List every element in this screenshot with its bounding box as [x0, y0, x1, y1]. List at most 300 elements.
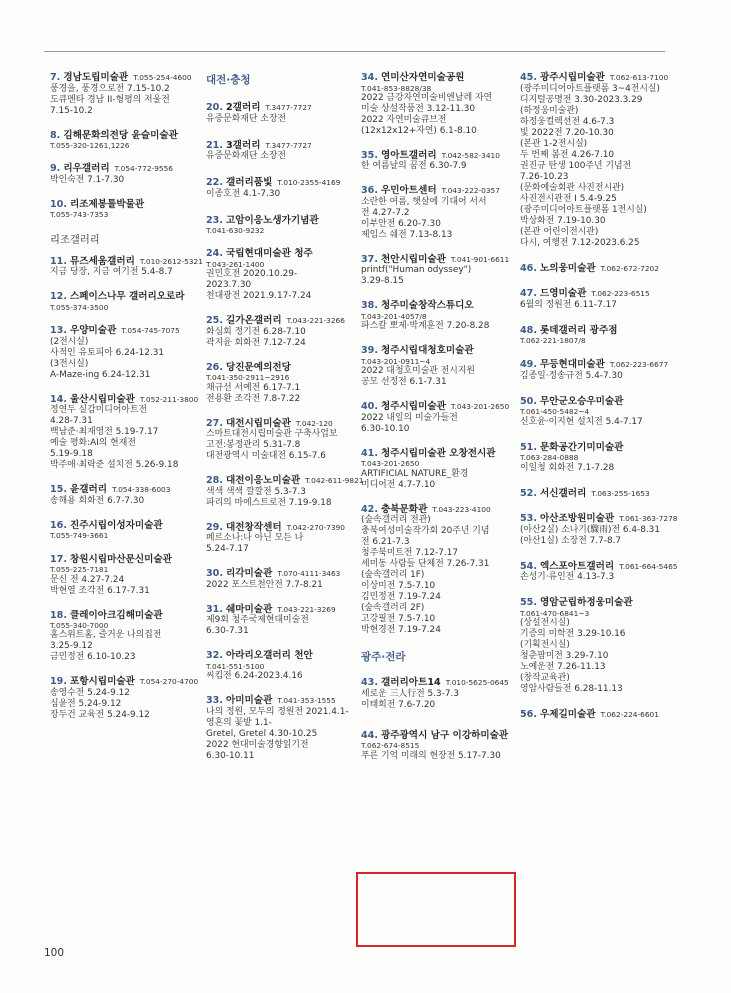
- exhibition-line: 2022 포스트천안전 7.7-8.21: [206, 579, 323, 590]
- exhibition-line: 씨킴전 6.24-2023.4.16: [206, 671, 303, 682]
- venue-number: 49.: [520, 359, 537, 371]
- exhibition-line: 푸른 기억 미래의 현장전 5.17-7.30: [361, 750, 501, 761]
- venue-name: 영아트갤러리: [381, 149, 437, 161]
- venue-heading: [206, 215, 354, 227]
- venue-phone: T.043-223-4100: [432, 504, 491, 514]
- venue-name: 울산시립미술관: [70, 393, 135, 405]
- venue-heading: [206, 248, 354, 260]
- exhibition-line: printf("Human odyssey"): [361, 265, 472, 276]
- venue-name: 갤러리품빛: [226, 177, 273, 188]
- venue-heading: [206, 522, 354, 534]
- exhibition-line: (기획전시실): [520, 640, 570, 651]
- venue-entry: [50, 291, 197, 312]
- venue-entry: [50, 255, 203, 279]
- exhibition-line: 6월의 정원전 6.11-7.17: [520, 299, 617, 310]
- exhibition-line: 스마트대전시립미술관 구축사업보: [206, 429, 338, 440]
- exhibition-line: A-Maze-ing 6.24-12.31: [50, 369, 151, 380]
- venue-name: 청주미술창작스튜디오: [381, 300, 474, 312]
- venue-number: 22.: [206, 177, 223, 188]
- venue-phone: T.055-340-7000: [50, 621, 109, 631]
- venue-phone: T.061-664-5465: [619, 561, 678, 571]
- venue-name: 롯데갤러리 광주점: [540, 324, 618, 336]
- venue-heading: [520, 709, 670, 721]
- venue-phone: T.055-749-3661: [50, 531, 109, 541]
- column-3: [361, 72, 511, 762]
- venue-name: 대전창작센터: [226, 521, 282, 533]
- exhibition-line: Gretel, Gretel 4.30-10.25: [206, 728, 318, 739]
- exhibition-line: 권진규 탄생 100주년 기념전: [520, 160, 632, 171]
- venue-heading: [520, 488, 670, 500]
- venue-heading: [50, 554, 197, 566]
- exhibition-line: 풍경을, 풍경으로전 7.15-10.2: [50, 83, 170, 94]
- venue-heading: [206, 568, 354, 580]
- region-heading: 광주·전라: [361, 651, 406, 664]
- exhibition-line: (본관 1-2전시실): [520, 138, 588, 149]
- venue-name: 클레이아크김해미술관: [70, 609, 163, 621]
- exhibition-line: (광주미디어아트플랫폼 1전시실): [520, 204, 647, 215]
- exhibition-line: (숲속갤러리 1F): [361, 570, 425, 581]
- venue-heading: [520, 513, 678, 525]
- exhibition-line: 곽지윤 회화전 7.12-7.24: [206, 337, 306, 348]
- venue-name: 아산조방원미술관: [540, 513, 615, 525]
- exhibition-line: 2022 현대미술경향읽기전: [206, 739, 309, 750]
- venue-heading: [361, 150, 511, 162]
- exhibition-line: 세로운 三人行전 5.3-7.3: [361, 688, 459, 699]
- venue-name: 광주시립미술관: [540, 72, 605, 83]
- venue-entry: [206, 695, 354, 762]
- column-1: [50, 72, 203, 721]
- exhibition-line: 하정웅컬렉션전 4.6-7.3: [520, 116, 615, 127]
- venue-heading: [50, 484, 197, 496]
- venue-heading: [206, 140, 354, 152]
- venue-entry: [361, 401, 511, 435]
- venue-phone: T.062-613-7100: [609, 73, 669, 82]
- exhibition-line: 사적인 유토피아 6.24-12.31: [50, 347, 165, 358]
- exhibition-line: 송영수전 5.24-9.12: [50, 687, 130, 698]
- venue-name: 무안군오승우미술관: [540, 395, 624, 407]
- venue-phone: T.043-261-1400: [206, 259, 265, 269]
- venue-name: 연미산자연미술공원: [381, 72, 465, 83]
- exhibition-line: 이부안전 6.20-7.30: [361, 218, 441, 229]
- venue-name: 우제길미술관: [540, 709, 596, 721]
- exhibition-line: 3.29-8.15: [361, 276, 404, 287]
- venue-number: 13.: [50, 325, 67, 337]
- exhibition-line: 2022 금강자연미술비엔날레 자연: [361, 92, 493, 103]
- exhibition-line: 박현경전 7.19-7.24: [361, 625, 441, 636]
- venue-number: 9.: [50, 163, 61, 175]
- venue-number: 32.: [206, 650, 223, 662]
- exhibition-line: 디지털공명전 3.30-2023.3.29: [520, 94, 643, 105]
- venue-heading: [361, 345, 511, 357]
- exhibition-line: 2023.7.30: [206, 280, 252, 291]
- venue-number: 30.: [206, 568, 223, 580]
- venue-phone: T.010-2612-5321: [139, 256, 203, 266]
- venue-heading: [206, 650, 354, 662]
- venue-heading: [50, 163, 197, 175]
- column-2: [206, 72, 364, 762]
- exhibition-line: 천대광전 2021.9.17-7.24: [206, 291, 312, 302]
- venue-number: 27.: [206, 417, 223, 429]
- venue-name: 윤갤러리: [70, 484, 108, 496]
- venue-heading: [520, 442, 670, 454]
- exhibition-line: (상설전시실): [520, 618, 570, 629]
- exhibition-line: 세미동 사람들 단체전 7.26-7.31: [361, 559, 490, 570]
- exhibition-line: 노예운전 7.26-11.13: [520, 662, 606, 673]
- venue-name: 김해문화의전당 윤슬미술관: [63, 129, 178, 141]
- venue-number: 24.: [206, 248, 223, 260]
- venue-heading: [520, 325, 670, 337]
- venue-phone: T.041-551-5100: [206, 661, 265, 671]
- venue-phone: T.041-630-9232: [206, 226, 265, 235]
- venue-heading: [361, 72, 511, 84]
- venue-entry: [206, 362, 354, 405]
- venue-number: 19.: [50, 676, 67, 688]
- exhibition-line: (창작교육관): [520, 673, 570, 684]
- venue-phone: T.010-2355-4169: [277, 178, 341, 187]
- venue-name: 문화공간기미미술관: [540, 441, 624, 453]
- exhibition-line: 신호윤·이지현 설치전 5.4-7.17: [520, 416, 643, 427]
- venue-name: 무등현대미술관: [540, 359, 605, 371]
- venue-number: 50.: [520, 395, 537, 407]
- venue-heading: [520, 396, 670, 408]
- venue-phone: T.043-221-3266: [286, 316, 345, 326]
- exhibition-line: 정연두 실감미디어아트전: [50, 405, 148, 416]
- exhibition-line: 제9회 청주국제현대미술전: [206, 615, 309, 626]
- venue-number: 7.: [50, 72, 61, 83]
- exhibition-line: 7.15-10.2: [50, 105, 93, 116]
- venue-phone: T.043-221-3269: [277, 604, 336, 614]
- venue-phone: T.043-201-0911~4: [361, 356, 431, 366]
- venue-heading: [361, 504, 511, 516]
- venue-name: 천안시립미술관: [381, 253, 446, 265]
- exhibition-line: 박상화전 7.19-10.30: [520, 215, 606, 226]
- venue-phone: T.054-270-4700: [139, 677, 199, 687]
- venue-number: 36.: [361, 185, 378, 197]
- exhibition-line: (숲속갤러리 2F): [361, 603, 425, 614]
- exhibition-line: 송해용 회화전 6.7-7.30: [50, 495, 145, 506]
- venue-phone: T.055-254-4600: [133, 73, 192, 82]
- venue-heading: [50, 676, 197, 688]
- exhibition-line: 이태희전 7.6-7.20: [361, 699, 436, 710]
- venue-phone: T.043-222-0357: [441, 186, 500, 196]
- venue-phone: T.055-374-3500: [50, 302, 109, 312]
- venue-number: 54.: [520, 560, 537, 572]
- venue-number: 35.: [361, 149, 378, 161]
- exhibition-line: 청춘팝미전 3.29-7.10: [520, 651, 609, 662]
- exhibition-line: 유중문화재단 소장전: [206, 151, 286, 161]
- exhibition-line: 파스칼 뽀제·박계훈전 7.20-8.28: [361, 321, 490, 332]
- column-4: [520, 72, 678, 721]
- exhibition-line: (아산2실) 소나기(驟雨)전 6.4-8.31: [520, 524, 660, 535]
- exhibition-line: 박주애·최락준 설치전 5.26-9.18: [50, 460, 179, 471]
- venue-number: 31.: [206, 603, 223, 615]
- venue-entry: [361, 72, 511, 137]
- top-rule: [44, 51, 665, 52]
- venue-number: 18.: [50, 609, 67, 621]
- venue-heading: [520, 560, 678, 573]
- exhibition-line: (12x12x12+자연) 6.1-8.10: [361, 125, 477, 136]
- exhibition-line: 한 여름날의 꿈전 6.30-7.9: [361, 161, 467, 172]
- venue-heading: [361, 300, 511, 312]
- venue-heading: [206, 418, 354, 430]
- venue-heading: [361, 185, 511, 197]
- venue-number: 51.: [520, 441, 537, 453]
- venue-entry: [520, 72, 670, 249]
- exhibition-line: 두 번째 봄전 4.26-7.10: [520, 149, 615, 160]
- venue-number: 42.: [361, 503, 378, 515]
- venue-heading: [50, 255, 203, 268]
- venue-entry: [520, 442, 670, 474]
- venue-name: 뮤즈세움갤러리: [70, 255, 135, 267]
- venue-name: 리조제봉틀박물관: [70, 198, 145, 210]
- venue-name: 포항시립미술관: [70, 676, 135, 688]
- venue-entry: [206, 102, 354, 125]
- venue-entry: [361, 504, 511, 637]
- venue-phone: T.054-745-7075: [121, 326, 180, 336]
- venue-number: 53.: [520, 513, 537, 525]
- exhibition-line: (문화예술회관 사진전시관): [520, 182, 625, 193]
- venue-entry: [206, 604, 354, 638]
- page-number: 100: [44, 947, 65, 959]
- venue-heading: [206, 695, 354, 707]
- exhibition-line: 화심회 정기전 6.28-7.10: [206, 326, 306, 337]
- venue-name: 영암군립하정웅미술관: [540, 597, 633, 609]
- exhibition-line: 홈스위트홈, 즐거운 나의집전: [50, 630, 162, 641]
- venue-number: 25.: [206, 315, 223, 327]
- exhibition-line: 미술 상설작품전 3.12-11.30: [361, 103, 476, 114]
- exhibition-line: 대전광역시 미술대전 6.15-7.6: [206, 451, 326, 462]
- venue-phone: T.055-225-7181: [50, 565, 109, 575]
- venue-heading: [520, 288, 670, 300]
- venue-name: 청주시립대청호미술관: [381, 345, 474, 357]
- exhibition-line: 박인숙전 7.1-7.30: [50, 174, 125, 185]
- venue-heading: [206, 604, 354, 616]
- venue-entry: [520, 560, 678, 584]
- venue-name: 진주시립이성자미술관: [70, 519, 163, 531]
- exhibition-line: 백남준·최재영전 5.19-7.17: [50, 427, 159, 438]
- venue-entry: [206, 177, 354, 200]
- venue-entry: [50, 325, 197, 381]
- venue-heading: [50, 199, 197, 211]
- exhibition-line: 김종일·정송규전 5.4-7.30: [520, 370, 623, 381]
- venue-number: 20.: [206, 102, 223, 113]
- exhibition-line: (아산1실) 소장전 7.7-8.7: [520, 535, 622, 546]
- venue-number: 17.: [50, 553, 67, 565]
- exhibition-line: 6.30-10.11: [206, 750, 255, 761]
- exhibition-line: 7.26-10.23: [520, 171, 569, 182]
- exhibition-line: 미디어전 4.7-7.10: [361, 479, 436, 490]
- venue-entry: [520, 488, 670, 500]
- venue-entry: [50, 484, 197, 507]
- exhibition-line: 심윤전 5.24-9.12: [50, 698, 122, 709]
- venue-number: 29.: [206, 521, 223, 533]
- sub-venue-heading: 리조갤러리: [50, 233, 100, 246]
- venue-entry: [50, 199, 197, 220]
- venue-name: 청주시립미술관: [381, 401, 446, 413]
- venue-number: 16.: [50, 519, 67, 531]
- venue-phone: T.043-201-4057/8: [361, 311, 427, 321]
- venue-phone: T.054-338-6003: [112, 485, 171, 495]
- venue-phone: T.043-201-2650: [361, 459, 420, 469]
- exhibition-line: 5.19-9.18: [50, 449, 93, 460]
- exhibition-line: (본관 어린이전시관): [520, 226, 599, 237]
- exhibition-line: 고전:봉정관리 5.31-7.8: [206, 440, 301, 451]
- exhibition-line: 제임스 쉐전 7.13-8.13: [361, 229, 453, 240]
- exhibition-line: 김민정전 7.19-7.24: [361, 592, 441, 603]
- venue-entry: [206, 418, 354, 463]
- exhibition-line: 소란한 여름, 햇살에 기대어 서서: [361, 196, 487, 207]
- venue-name: 우민아트센터: [381, 185, 437, 197]
- venue-number: 37.: [361, 253, 378, 265]
- venue-number: 38.: [361, 300, 378, 312]
- exhibition-line: 4.28-7.31: [50, 416, 93, 427]
- venue-phone: T.052-211-3800: [139, 394, 199, 404]
- venue-phone: T.054-772-9556: [114, 164, 174, 174]
- exhibition-line: 금민정전 6.10-10.23: [50, 652, 136, 663]
- venue-phone: T.063-284-0888: [520, 453, 579, 463]
- venue-name: 아라리오갤러리 천안: [226, 650, 313, 662]
- exhibition-line: 충북여성미술작가회 20주년 기념: [361, 526, 490, 537]
- venue-entry: [520, 513, 678, 547]
- exhibition-line: 다시, 여행전 7.12-2023.6.25: [520, 237, 640, 248]
- exhibition-line: (하정웅미술관): [520, 105, 579, 116]
- exhibition-line: 청주북미트전 7.12-7.17: [361, 548, 458, 559]
- venue-phone: T.062-223-6515: [591, 289, 650, 298]
- exhibition-line: 색색 색색 깔깔전 5.3-7.3: [206, 486, 306, 497]
- exhibition-line: 지금 당장, 지금 여기전 5.4-8.7: [50, 267, 173, 278]
- venue-number: 12.: [50, 291, 67, 303]
- venue-number: 34.: [361, 72, 378, 83]
- venue-phone: T.062-672-7202: [600, 263, 659, 273]
- exhibition-line: 2022 자연미술큐브전: [361, 114, 447, 125]
- venue-heading: [206, 475, 364, 487]
- venue-entry: [361, 254, 511, 288]
- venue-heading: [206, 362, 354, 374]
- venue-phone: T.062-223-6677: [609, 360, 669, 370]
- exhibition-line: (광주미디어아트플랫폼 3~4전시실): [520, 83, 660, 94]
- venue-number: 52.: [520, 487, 537, 499]
- exhibition-line: (숲속갤러리 전관): [361, 515, 431, 526]
- venue-phone: T.041-350-2911~2916: [206, 373, 290, 383]
- venue-heading: [50, 394, 197, 406]
- venue-name: 드영미술관: [540, 288, 587, 299]
- exhibition-line: 빛 2022전 7.20-10.30: [520, 127, 614, 138]
- venue-entry: [50, 676, 197, 721]
- venue-phone: T.055-743-7353: [50, 210, 109, 220]
- venue-name: 광주광역시 남구 이강하미술관: [381, 729, 509, 741]
- venue-phone: T.3477-7727: [265, 103, 312, 112]
- exhibition-line: 사진전시관전 I 5.4-9.25: [520, 193, 617, 204]
- venue-number: 11.: [50, 255, 67, 267]
- venue-name: 리우갤러리: [63, 163, 110, 175]
- venue-number: 41.: [361, 447, 378, 459]
- venue-phone: T.061-363-7278: [619, 514, 678, 524]
- exhibition-line: 전 6.21-7.3: [361, 537, 410, 548]
- venue-heading: [361, 677, 511, 689]
- exhibition-line: 5.24-7.17: [206, 544, 249, 555]
- venue-name: 대전시립미술관: [226, 417, 291, 429]
- venue-name: 청주시립미술관 오창전시관: [381, 447, 496, 459]
- venue-number: 21.: [206, 139, 223, 151]
- exhibition-line: 손성기·류인전 4.13-7.3: [520, 572, 615, 583]
- venue-number: 56.: [520, 709, 537, 721]
- venue-name: 경남도립미술관: [63, 72, 129, 83]
- venue-heading: [361, 448, 511, 460]
- exhibition-line: 2022 대청호미술관 전시지원: [361, 366, 475, 377]
- venue-number: 33.: [206, 695, 223, 707]
- exhibition-line: 고강필전 7.5-7.10: [361, 614, 436, 625]
- exhibition-line: 이일청 회화전 7.1-7.28: [520, 462, 615, 473]
- region-heading: 대전·충청: [206, 74, 251, 86]
- venue-phone: T.062-224-6601: [600, 710, 659, 720]
- venue-entry: [520, 325, 670, 346]
- venue-name: 당진문예의전당: [226, 361, 291, 373]
- venue-name: 갤러리아트14: [381, 677, 441, 689]
- venue-phone: T.041-353-1555: [277, 696, 336, 706]
- venue-heading: [50, 291, 197, 303]
- venue-heading: [520, 72, 670, 84]
- exhibition-line: 문신 전 4.27-7.24: [50, 574, 125, 585]
- venue-phone: T.041-901-6611: [450, 254, 510, 264]
- venue-number: 23.: [206, 214, 223, 226]
- venue-number: 39.: [361, 345, 378, 357]
- venue-heading: [206, 315, 354, 327]
- venue-number: 46.: [520, 262, 537, 274]
- venue-heading: [520, 263, 670, 275]
- venue-entry: [361, 345, 511, 388]
- venue-phone: T.062-674-8515: [361, 741, 420, 751]
- venue-entry: [206, 315, 354, 349]
- venue-entry: [361, 730, 511, 762]
- venue-entry: [50, 554, 197, 597]
- venue-phone: T.042-611-9821: [305, 476, 364, 486]
- venue-heading: [361, 254, 511, 266]
- venue-entry: [361, 677, 511, 711]
- exhibition-line: 2022 내일의 미술가들전: [361, 412, 458, 423]
- venue-number: 43.: [361, 677, 378, 689]
- venue-name: 서신갤러리: [540, 487, 587, 499]
- exhibition-line: 영암사람들전 6.28-11.13: [520, 684, 623, 695]
- venue-name: 길가온갤러리: [226, 315, 282, 327]
- venue-entry: [50, 520, 197, 541]
- venue-heading: [520, 359, 670, 371]
- exhibition-line: 6.30-10.10: [361, 423, 410, 434]
- venue-entry: [206, 522, 354, 556]
- venue-heading: [361, 401, 511, 413]
- venue-phone: T.070-4111-3463: [277, 569, 341, 579]
- venue-entry: [520, 359, 670, 382]
- venue-heading: [50, 72, 197, 84]
- venue-entry: [206, 475, 364, 509]
- venue-number: 47.: [520, 288, 537, 299]
- venue-name: 대전이응노미술관: [226, 475, 301, 487]
- venue-number: 28.: [206, 475, 223, 487]
- venue-entry: [520, 597, 670, 695]
- exhibition-line: 이상미전 7.5-7.10: [361, 581, 436, 592]
- venue-heading: [206, 102, 354, 114]
- exhibition-line: 도큐멘타 경남 II-형평의 저울전: [50, 94, 170, 105]
- exhibition-line: 전 4.27-7.2: [361, 207, 410, 218]
- venue-heading: [50, 610, 197, 622]
- venue-entry: [520, 709, 670, 721]
- venue-phone: T.042-270-7390: [286, 522, 345, 532]
- highlight-box: [356, 872, 516, 947]
- exhibition-line: (2전시실): [50, 336, 89, 347]
- venue-heading: [50, 325, 197, 337]
- venue-heading: [361, 730, 511, 742]
- venue-entry: [50, 130, 197, 151]
- venue-number: 45.: [520, 72, 537, 83]
